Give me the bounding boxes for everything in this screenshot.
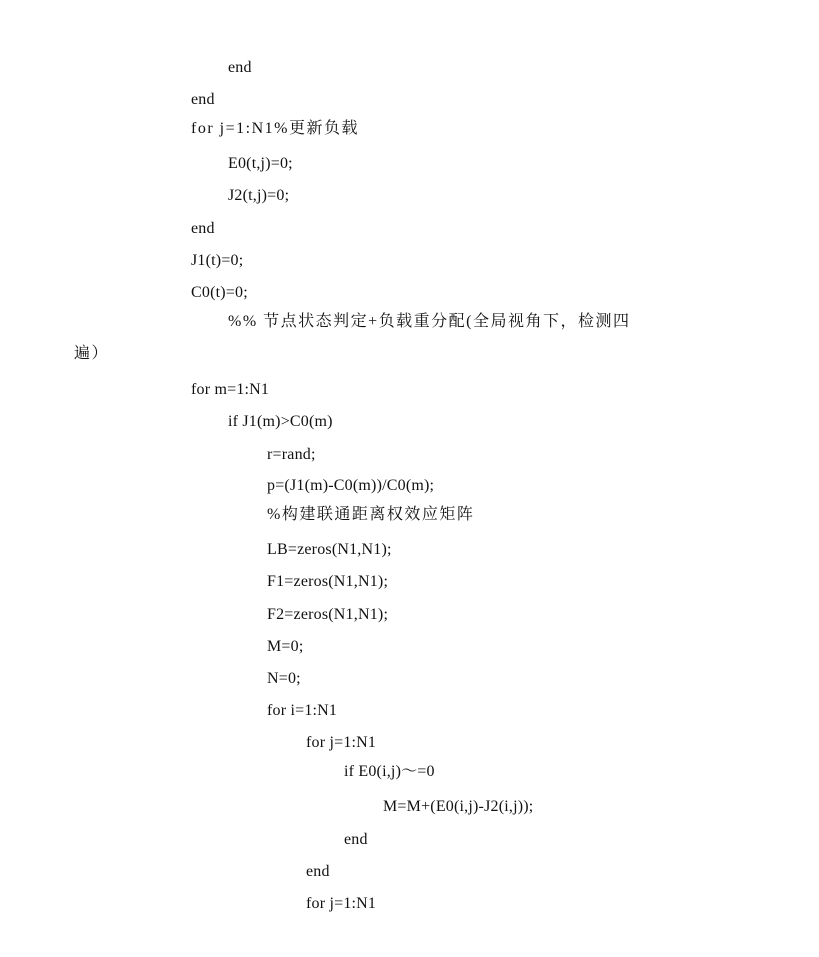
code-line-2: end	[191, 91, 215, 108]
code-line-21: for i=1:N1	[267, 702, 338, 719]
code-line-14: p=(J1(m)-C0(m))/C0(m);	[267, 477, 435, 494]
code-line-9: %% 节点状态判定+负载重分配(全局视角下，检测四	[228, 313, 631, 330]
code-line-25: end	[344, 831, 368, 848]
code-line-7: J1(t)=0;	[191, 252, 244, 269]
code-line-16: LB=zeros(N1,N1);	[267, 541, 392, 558]
code-line-17: F1=zeros(N1,N1);	[267, 573, 389, 590]
code-line-10: 遍）	[74, 345, 110, 362]
code-line-15: %构建联通距离权效应矩阵	[267, 506, 475, 523]
code-line-12: if J1(m)>C0(m)	[228, 413, 333, 430]
code-line-27: for j=1:N1	[306, 895, 377, 912]
code-line-18: F2=zeros(N1,N1);	[267, 606, 389, 623]
code-line-24: M=M+(E0(i,j)-J2(i,j));	[383, 798, 534, 815]
code-line-6: end	[191, 220, 215, 237]
code-line-23: if E0(i,j)～=0	[344, 763, 435, 780]
code-line-4: E0(t,j)=0;	[228, 155, 293, 172]
code-line-19: M=0;	[267, 638, 304, 655]
code-line-11: for m=1:N1	[191, 381, 270, 398]
code-line-26: end	[306, 863, 330, 880]
code-line-20: N=0;	[267, 670, 301, 687]
code-line-3: for j=1:N1%更新负载	[191, 120, 359, 137]
code-line-5: J2(t,j)=0;	[228, 187, 290, 204]
code-line-13: r=rand;	[267, 446, 316, 463]
code-line-1: end	[228, 59, 252, 76]
code-line-8: C0(t)=0;	[191, 284, 248, 301]
code-line-22: for j=1:N1	[306, 734, 377, 751]
